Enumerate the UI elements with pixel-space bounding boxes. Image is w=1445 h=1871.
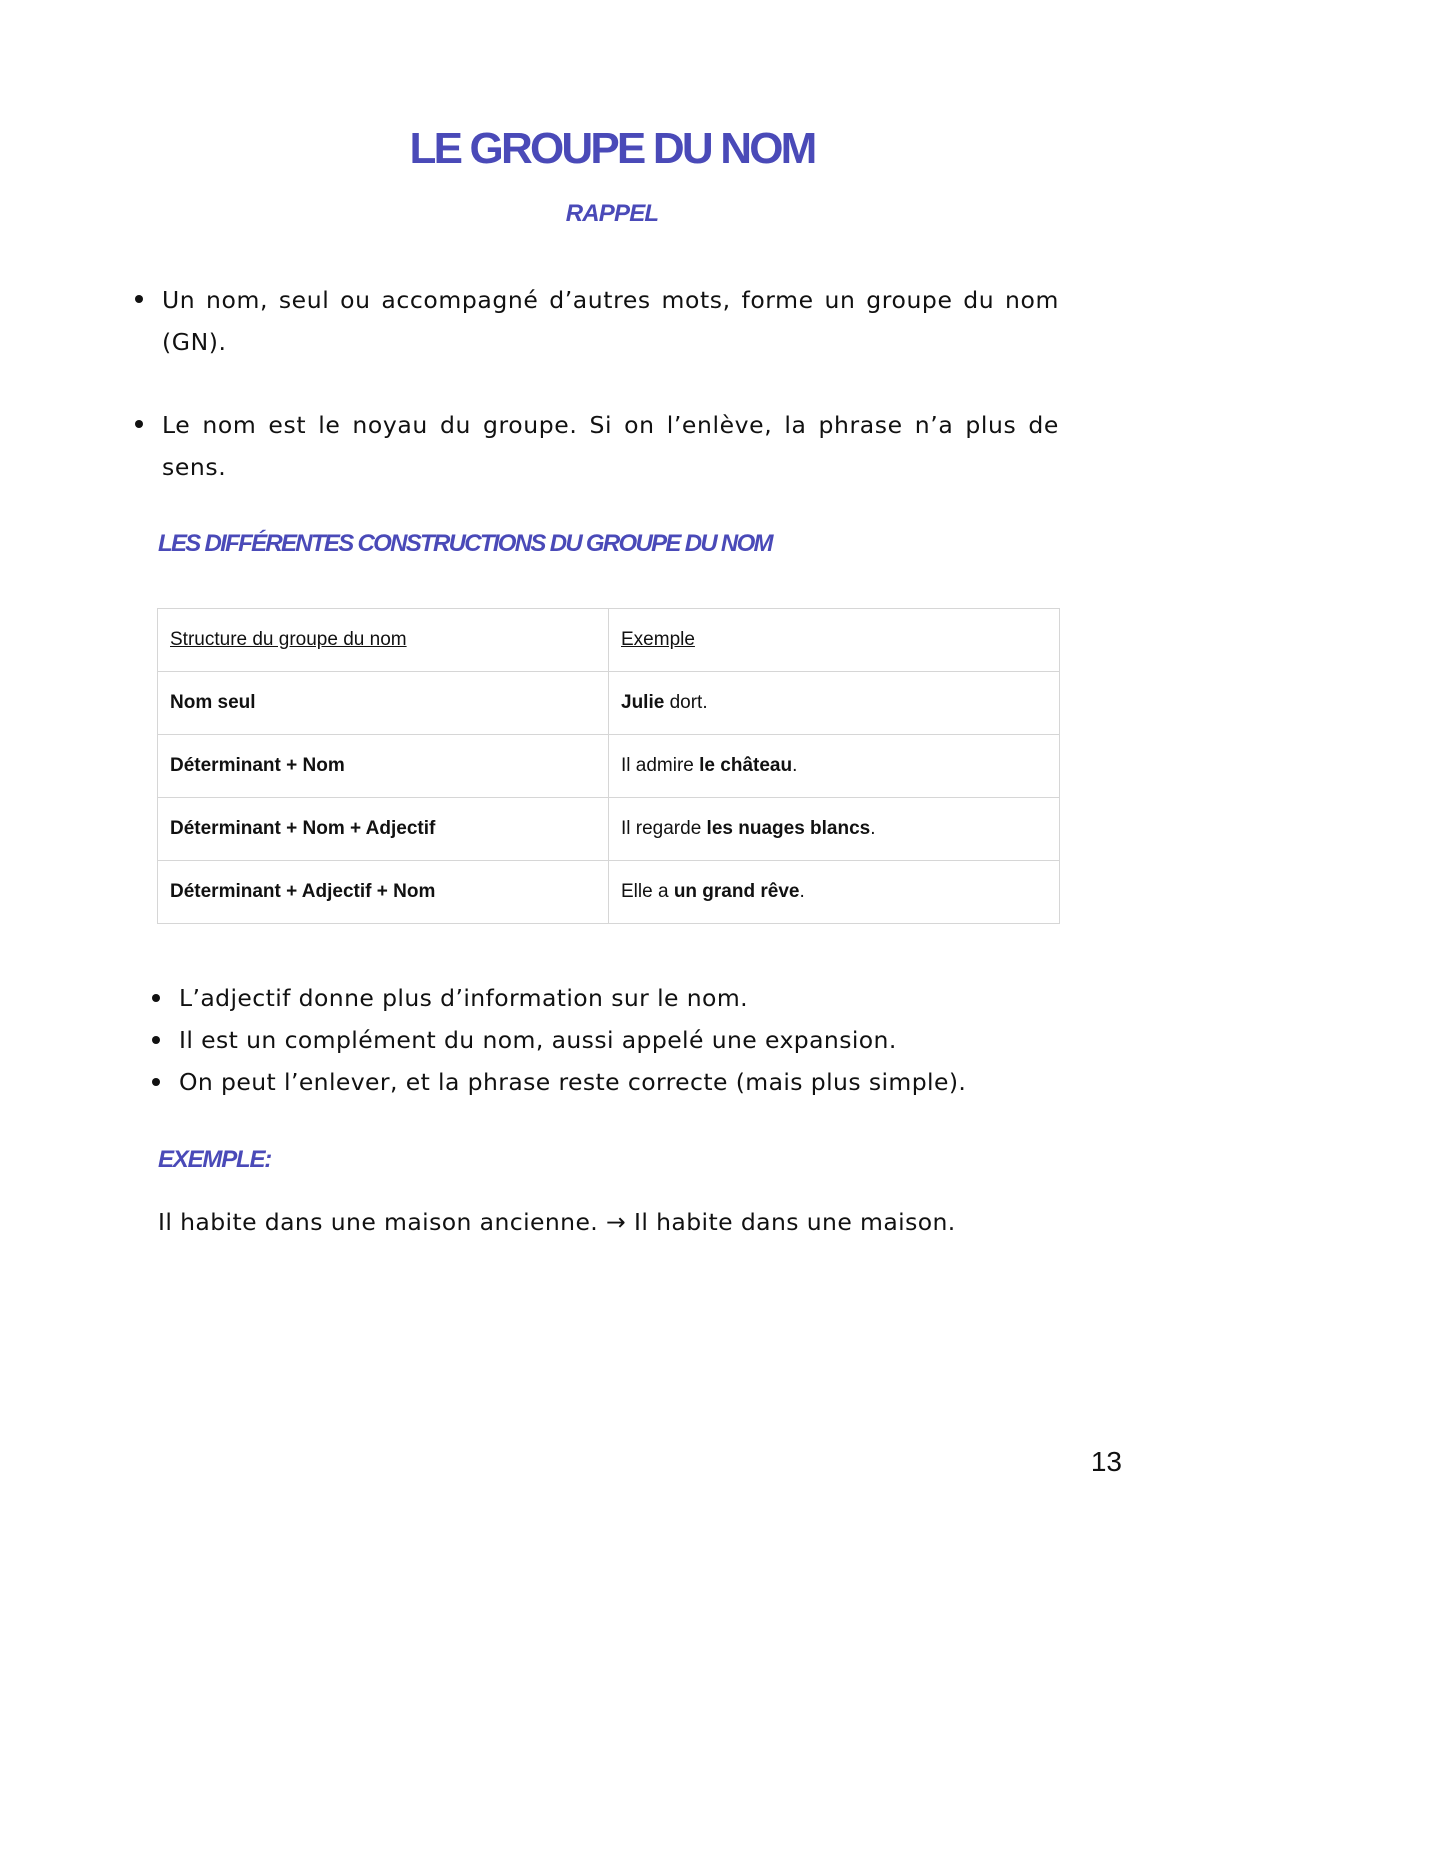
note-text: L’adjectif donne plus d’information sur le nom.: [179, 984, 748, 1012]
table-cell-example: [609, 672, 1060, 735]
bullet-dot-icon: [152, 994, 160, 1002]
example-bold: Julie: [621, 692, 665, 713]
list-item: [135, 404, 1059, 488]
bullet-text: Un nom, seul ou accompagné d’autres mots, forme un groupe du nom (GN).: [162, 286, 1059, 356]
example-bold: le château: [699, 755, 793, 776]
example-pre: Elle a: [621, 881, 674, 902]
table-cell-structure: Déterminant + Nom: [158, 735, 609, 798]
table-cell-example: [609, 798, 1060, 861]
example-post: dort.: [664, 692, 708, 713]
list-item: [152, 1019, 966, 1061]
constructions-table: [157, 608, 1060, 924]
list-item: [152, 977, 966, 1019]
list-item: [135, 279, 1059, 363]
notes-list: [152, 977, 966, 1103]
table-row: [158, 735, 1060, 798]
bullet-dot-icon: [152, 1036, 160, 1044]
note-text: On peut l’enlever, et la phrase reste correcte (mais plus simple).: [179, 1068, 967, 1096]
table-header-row: [158, 609, 1060, 672]
table-cell-example: [609, 861, 1060, 924]
note-text: Il est un complément du nom, aussi appelé une expansion.: [179, 1026, 897, 1054]
example-sentence: Il habite dans une maison ancienne. → Il habite dans une maison.: [158, 1208, 956, 1236]
table-cell-structure: Nom seul: [158, 672, 609, 735]
table-row: [158, 861, 1060, 924]
page-subtitle: RAPPEL: [565, 200, 659, 227]
table-cell-example: [609, 735, 1060, 798]
table-row: [158, 798, 1060, 861]
table-row: [158, 672, 1060, 735]
table-header-structure: Structure du groupe du nom: [158, 609, 609, 672]
example-post: .: [870, 818, 876, 839]
table-header-example: Exemple: [609, 609, 1060, 672]
example-bold: un grand rêve: [673, 881, 800, 902]
list-item: [152, 1061, 966, 1103]
bullet-text: Le nom est le noyau du groupe. Si on l’enlève, la phrase n’a plus de sens.: [162, 411, 1059, 481]
example-post: .: [792, 755, 798, 776]
table-cell-structure: Déterminant + Nom + Adjectif: [158, 798, 609, 861]
section-heading-constructions: LES DIFFÉRENTES CONSTRUCTIONS DU GROUPE DU NOM: [158, 530, 772, 557]
page-title: LE GROUPE DU NOM: [409, 124, 815, 173]
section-heading-example: EXEMPLE:: [158, 1146, 272, 1173]
example-pre: Il admire: [621, 755, 700, 776]
bullet-dot-icon: [152, 1078, 160, 1086]
page-number: 13: [1090, 1446, 1122, 1477]
bullet-dot-icon: [135, 420, 143, 428]
example-pre: Il regarde: [621, 818, 707, 839]
table-cell-structure: Déterminant + Adjectif + Nom: [158, 861, 609, 924]
example-post: .: [799, 881, 805, 902]
example-bold: les nuages blancs: [706, 818, 871, 839]
bullet-dot-icon: [135, 295, 143, 303]
